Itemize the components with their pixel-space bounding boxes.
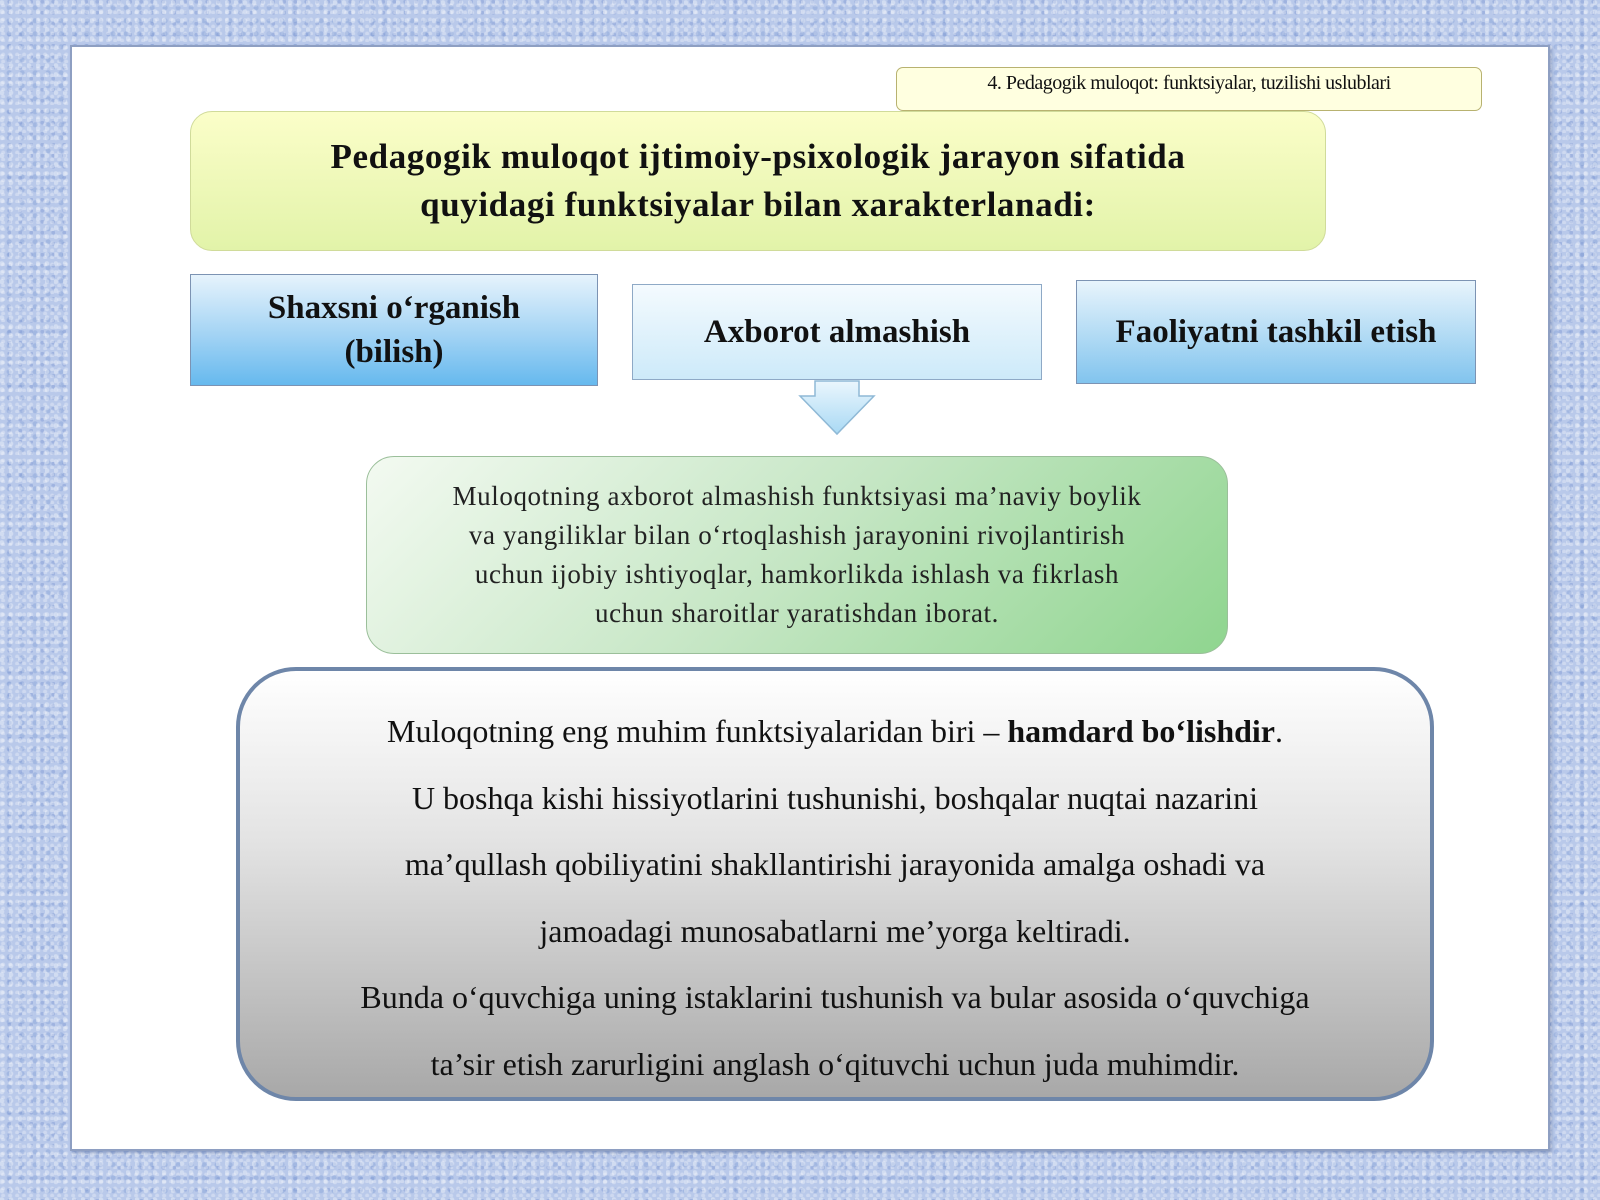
down-arrow-icon bbox=[797, 380, 877, 436]
main-line-5: Bunda o‘quvchiga uning istaklarini tushunish va bular asosida o‘quvchiga bbox=[360, 979, 1310, 1015]
title-line-2: quyidagi funktsiyalar bilan xarakterlanadi: bbox=[420, 185, 1096, 224]
function-label-sub: (bilish) bbox=[344, 334, 444, 370]
caption-text: 4. Pedagogik muloqot: funktsiyalar, tuzilishi uslublari bbox=[987, 72, 1391, 94]
main-line-1-prefix: Muloqotning eng muhim funktsiyalaridan biri – bbox=[387, 713, 1008, 749]
info-line-2: va yangiliklar bilan o‘rtoqlashish jarayonini rivojlantirish bbox=[468, 520, 1126, 550]
empathy-description-box bbox=[236, 667, 1434, 1101]
title-box bbox=[190, 111, 1326, 251]
main-line-4: jamoadagi munosabatlarni me’yorga keltiradi. bbox=[539, 912, 1131, 949]
slide-caption bbox=[896, 67, 1482, 111]
function-box-information-exchange bbox=[632, 284, 1042, 380]
info-line-3: uchun ijobiy ishtiyoqlar, hamkorlikda ishlash va fikrlash bbox=[474, 559, 1120, 589]
slide-canvas bbox=[70, 45, 1550, 1151]
main-line-1 bbox=[240, 698, 1430, 765]
main-line-1-suffix: . bbox=[1275, 713, 1283, 749]
function-label: Shaxsni o‘rganish bbox=[267, 290, 521, 326]
main-line-3: ma’qullash qobiliyatini shakllantirishi jarayonida amalga oshadi va bbox=[404, 846, 1266, 882]
main-line-2: U boshqa kishi hissiyotlarini tushunishi, boshqalar nuqtai nazarini bbox=[411, 779, 1259, 816]
title-line-1: Pedagogik muloqot ijtimoiy-psixologik jarayon sifatida bbox=[330, 137, 1186, 176]
info-line-4: uchun sharoitlar yaratishdan iborat. bbox=[595, 598, 999, 628]
function-label: Axborot almashish bbox=[703, 314, 971, 350]
main-line-6: ta’sir etish zarurligini anglash o‘qituvchi uchun juda muhimdir. bbox=[430, 1045, 1240, 1082]
function-box-activity-organization bbox=[1076, 280, 1476, 384]
function-label: Faoliyatni tashkil etish bbox=[1115, 314, 1437, 350]
info-line-1: Muloqotning axborot almashish funktsiyasi ma’naviy boylik bbox=[452, 481, 1142, 511]
function-box-learning bbox=[190, 274, 598, 386]
main-line-1-bold: hamdard bo‘lishdir bbox=[1007, 713, 1275, 749]
info-exchange-description bbox=[366, 456, 1228, 654]
